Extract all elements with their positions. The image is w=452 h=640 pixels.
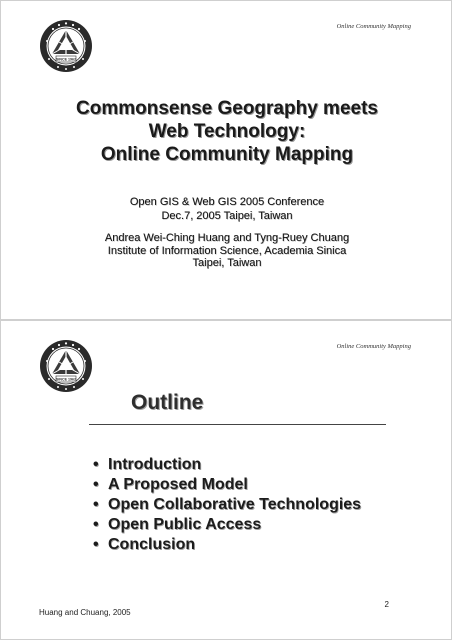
bullet-icon: • (93, 476, 99, 493)
list-item (93, 475, 361, 495)
author-info (1, 232, 452, 270)
list-item-label: Open Public Access (108, 516, 262, 533)
outline-list (93, 455, 361, 555)
institution-seal-icon (39, 19, 93, 73)
list-item (93, 535, 361, 555)
title-line: Commonsense Geography meets (76, 98, 378, 119)
footer-credit: Huang and Chuang, 2005 (39, 608, 131, 617)
title-line: Online Community Mapping (100, 144, 354, 165)
conference-info (1, 195, 452, 223)
bullet-icon: • (93, 536, 99, 553)
page-number: 2 (384, 600, 389, 609)
outline-slide (0, 320, 452, 640)
title-line: Web Technology: (148, 121, 306, 142)
conference-name: Open GIS & Web GIS 2005 Conference (129, 196, 325, 208)
title-divider (89, 424, 386, 425)
affiliation: Institute of Information Science, Academia Sinica (107, 244, 347, 257)
list-item (93, 495, 361, 515)
header-tag: Online Community Mapping (336, 343, 411, 350)
list-item (93, 455, 361, 475)
list-item (93, 515, 361, 535)
conference-date: Dec.7, 2005 Taipei, Taiwan (161, 210, 293, 222)
header-tag: Online Community Mapping (336, 23, 411, 30)
slide-title: Outline (131, 391, 204, 414)
bullet-icon: • (93, 456, 99, 473)
location: Taipei, Taiwan (192, 257, 262, 269)
list-item-label: Open Collaborative Technologies (108, 496, 362, 513)
slide-title (1, 97, 452, 166)
list-item-label: Conclusion (108, 536, 196, 553)
seal-text: SINCE 1962 (56, 377, 76, 382)
seal-text: SINCE 1962 (56, 57, 76, 62)
bullet-icon: • (93, 496, 99, 513)
bullet-icon: • (93, 516, 99, 533)
authors: Andrea Wei-Ching Huang and Tyng-Ruey Chuang (104, 232, 350, 244)
list-item-label: Introduction (108, 456, 202, 473)
list-item-label: A Proposed Model (108, 476, 248, 493)
institution-seal-icon (39, 339, 93, 393)
